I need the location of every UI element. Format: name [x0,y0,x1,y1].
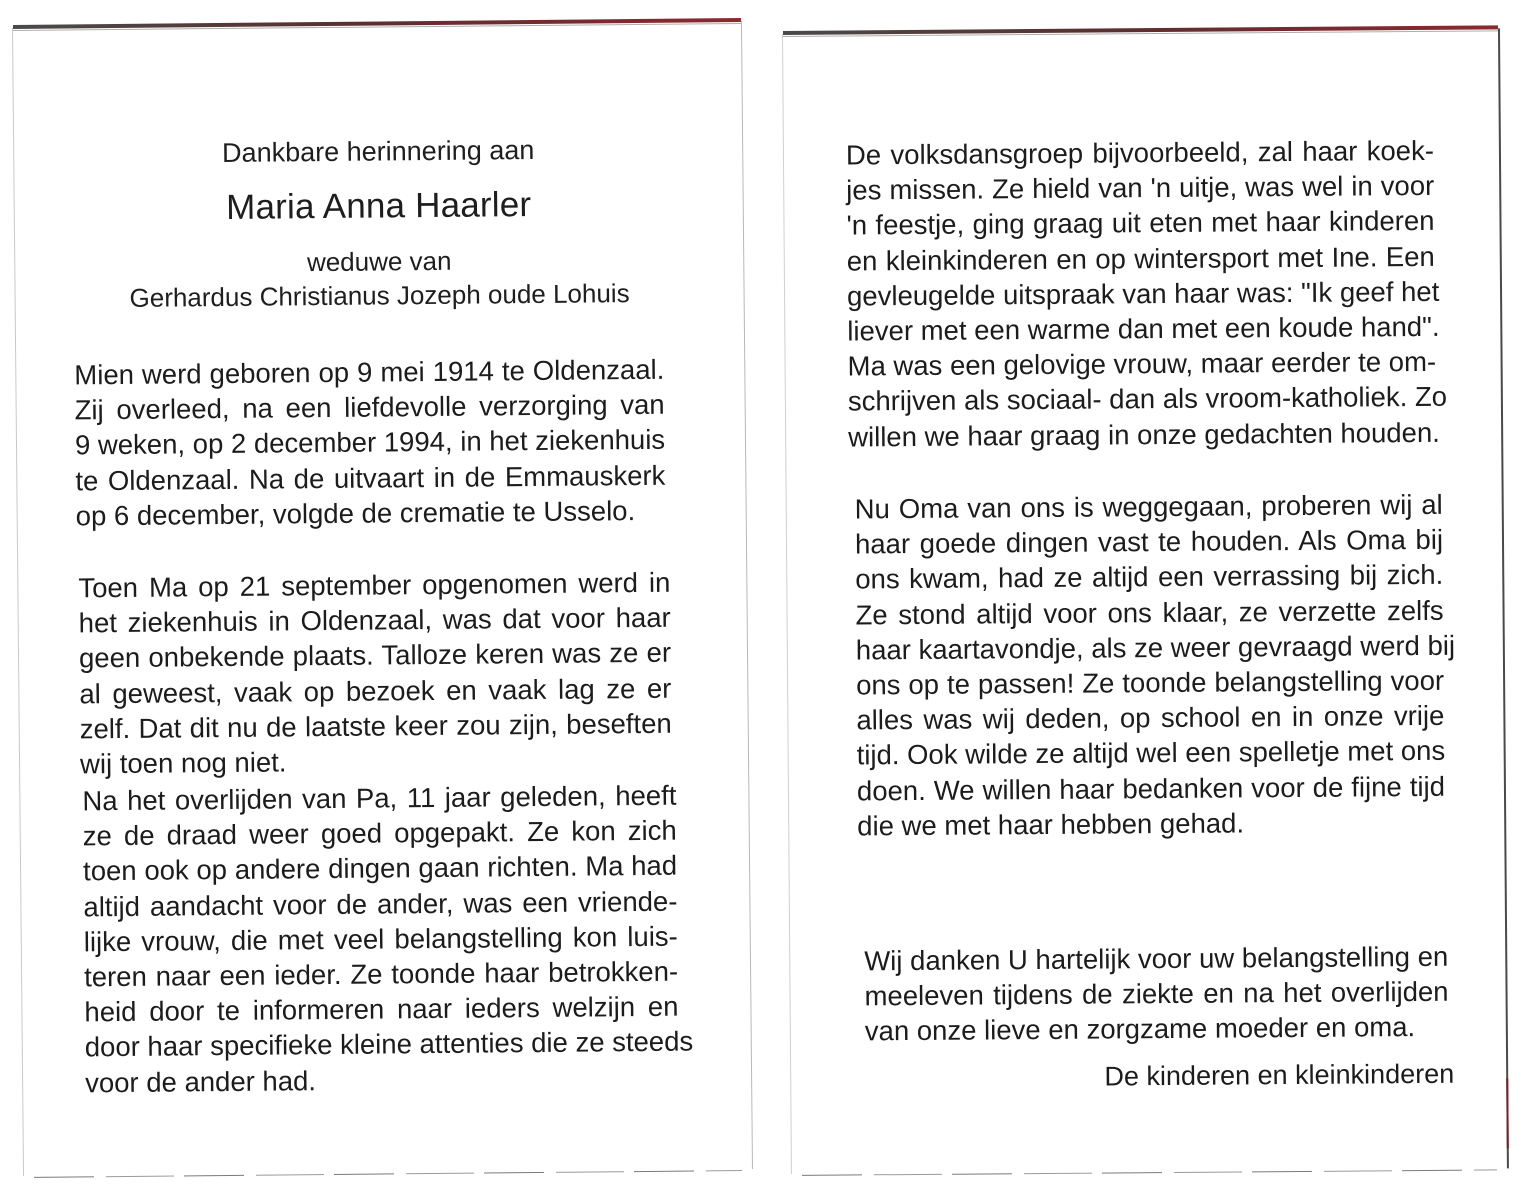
text-line: alles was wij deden, op school en in onze vrije [856,700,1445,736]
text-line: tijd. Ook wilde ze altijd wel een spelletje met ons [856,735,1446,771]
text-line: door haar specifieke kleine attenties die ze steeds [84,1025,694,1063]
text-line: Zij overleed, na een liefdevolle verzorging van [74,388,665,426]
text-line: liever met een warme dan met een koude hand". [847,310,1440,347]
text-line: De volksdansgroep bijvoorbeeld, zal haar koek- [845,134,1435,171]
text-line: op 6 december, volgde de crematie te Usselo. [75,494,636,532]
text-line: van onze lieve en zorgzame moeder en oma. [864,1011,1416,1047]
text-line: al geweest, vaak op bezoek en vaak lag ze er [79,672,672,709]
text-line: Na het overlijden van Pa, 11 jaar geleden, heeft [82,779,677,817]
text-line: wij toen nog niet. [79,746,287,780]
text-line: gevleugelde uitspraak van haar was: "Ik geef het [846,275,1440,312]
text-line: ons kwam, had ze altijd een verrassing bij zich. [855,559,1444,595]
text-line: meeleven tijdens de ziekte en na het overlijden [864,975,1449,1012]
text-line: schrijven als sociaal- dan als vroom-katholiek. Zo [847,381,1448,417]
text-line: teren naar een ieder. Ze toonde haar betrokken- [83,955,679,993]
hospital-paragraph [78,565,672,782]
intro-heading: Dankbare herinnering aan [221,134,535,168]
husband-name: Gerhardus Christianus Jozeph oude Lohuis [129,278,630,313]
text-line: altijd aandacht voor de ander, was een vriende- [83,885,678,922]
text-line: haar goede dingen vast te houden. Als Oma bij [854,524,1444,560]
text-line: lijke vrouw, die met veel belangstelling kon luis- [83,920,678,958]
card-bottom-edge [34,1170,742,1178]
text-line: Toen Ma op 21 september opgenomen werd in [78,566,671,604]
signature-line: De kinderen en kleinkinderen [1104,1058,1455,1092]
text-line: zelf. Dat dit nu de laatste keer zou zijn, beseften [79,707,672,745]
text-line: 'n feestje, ging graag uit eten met haar kinderen [846,205,1435,241]
text-line: voor de ander had. [84,1064,317,1098]
thanks-paragraph [864,939,1449,1049]
biography-paragraph [74,352,666,534]
text-line: jes missen. Ze hield van 'n uitje, was wel in voor [846,170,1435,206]
text-line: te Oldenzaal. Na de uitvaart in de Emmauskerk [75,459,666,497]
text-line: Nu Oma van ons is weggegaan, proberen wij al [854,488,1443,525]
grandchildren-paragraph [854,487,1456,844]
text-line: 9 weken, op 2 december 1994, in het ziekenhuis [74,424,666,461]
memorial-card-left-panel [12,21,753,1176]
memorial-card-right-panel [782,28,1509,1174]
text-line: het ziekenhuis in Oldenzaal, was dat voor haar [78,601,671,639]
deceased-name: Maria Anna Haarler [225,185,532,227]
text-line: haar kaartavondje, als ze weer gevraagd werd bij [855,629,1456,666]
text-line: ons op te passen! Ze toonde belangstelling voor [855,664,1445,701]
hobbies-paragraph [845,133,1448,454]
text-line: Mien werd geboren op 9 mei 1914 te Oldenzaal. [74,353,665,391]
text-line: Ma was een gelovige vrouw, maar eerder te om- [847,346,1437,382]
text-line: Wij danken U hartelijk voor uw belangstelling en [864,940,1449,977]
character-paragraph [82,778,694,1101]
text-line: doen. We willen haar bedanken voor de fijne tijd [856,770,1446,807]
card-bottom-edge [802,1169,1497,1175]
text-line: ze de draad weer goed opgepakt. Ze kon zich [82,814,677,852]
text-line: toen ook op andere dingen gaan richten. Ma had [82,850,678,887]
text-line: die we met haar hebben gehad. [857,807,1245,842]
text-line: willen we haar graag in onze gedachten houden. [848,416,1440,453]
text-line: Ze stond altijd voor ons klaar, ze verzette zelfs [855,594,1444,631]
text-line: geen onbekende plaats. Talloze keren was ze er [78,637,672,674]
widow-of-label: weduwe van [306,245,452,278]
card-edge-mark [1506,1078,1509,1148]
text-line: en kleinkinderen en op wintersport met Ine. Een [846,240,1435,277]
text-line: heid door te informeren naar ieders welzijn en [84,990,679,1028]
